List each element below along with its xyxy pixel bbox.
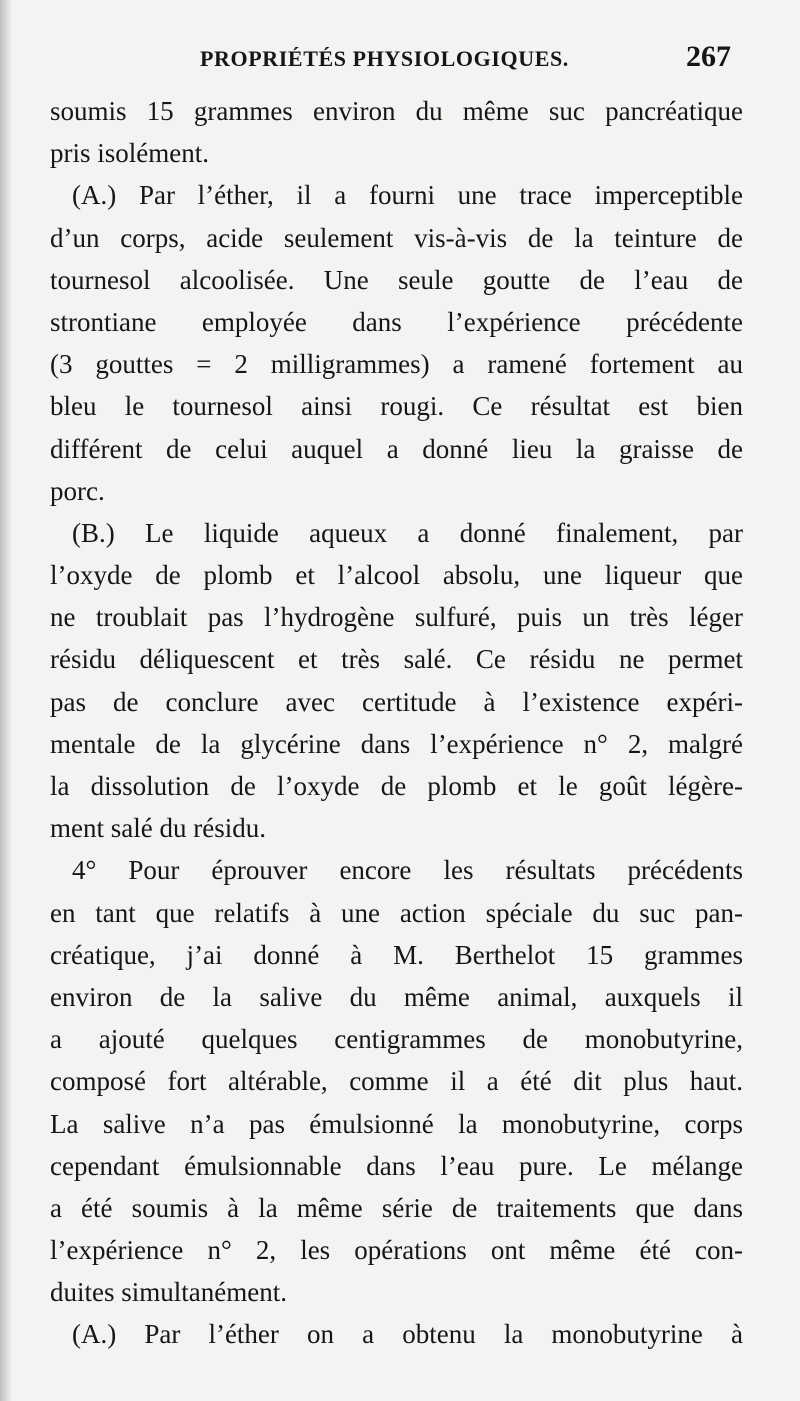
text-line: environ de la salive du même animal, auxquels il: [50, 981, 743, 1012]
text-line: composé fort altérable, comme il a été dit plus haut.: [50, 1066, 743, 1097]
text-line: l’oxyde de plomb et l’alcool absolu, une liqueur que: [50, 560, 743, 591]
body-text: [50, 90, 743, 1356]
text-line: (B.) Le liquide aqueux a donné finalement, par: [72, 517, 743, 548]
text-line: porc.: [50, 475, 105, 506]
page-edge-shadow: [0, 0, 12, 1401]
text-line: mentale de la glycérine dans l’expérience n° 2, malgré: [50, 728, 743, 759]
text-line: tournesol alcoolisée. Une seule goutte de l’eau de: [50, 264, 743, 295]
text-line: pris isolément.: [50, 138, 209, 169]
text-line: créatique, j’ai donné à M. Berthelot 15 grammes: [50, 939, 743, 970]
running-title: PROPRIÉTÉS PHYSIOLOGIQUES.: [200, 46, 569, 71]
text-line: bleu le tournesol ainsi rougi. Ce résultat est bien: [50, 391, 743, 422]
text-line: a été soumis à la même série de traitements que dans: [50, 1192, 743, 1223]
page-header: [0, 40, 800, 80]
text-line: (A.) Par l’éther on a obtenu la monobutyrine à: [72, 1319, 743, 1350]
text-line: différent de celui auquel a donné lieu la graisse de: [50, 433, 743, 464]
text-line: a ajouté quelques centigrammes de monobutyrine,: [50, 1024, 743, 1055]
text-line: duites simultanément.: [50, 1277, 287, 1308]
text-line: la dissolution de l’oxyde de plomb et le goût légère-: [50, 771, 743, 801]
text-line: (3 gouttes = 2 milligrammes) a ramené fortement au: [50, 349, 743, 380]
text-line: résidu déliquescent et très salé. Ce résidu ne permet: [50, 644, 743, 675]
text-line: l’expérience n° 2, les opérations ont même été con-: [50, 1235, 743, 1266]
text-line: ment salé du résidu.: [50, 813, 266, 844]
page-number: 267: [686, 40, 731, 73]
text-line: 4° Pour éprouver encore les résultats précédents: [72, 855, 743, 886]
text-line: (A.) Par l’éther, il a fourni une trace imperceptible: [72, 180, 743, 211]
text-line: soumis 15 grammes environ du même suc pancréatique: [50, 96, 743, 126]
text-line: d’un corps, acide seulement vis-à-vis de la teinture de: [50, 222, 743, 253]
text-line: pas de conclure avec certitude à l’existence expéri-: [50, 686, 743, 717]
text-line: ne troublait pas l’hydrogène sulfuré, puis un très léger: [50, 602, 743, 633]
text-line: cependant émulsionnable dans l’eau pure. Le mélange: [50, 1150, 743, 1181]
text-line: La salive n’a pas émulsionné la monobutyrine, corps: [50, 1108, 743, 1139]
text-line: strontiane employée dans l’expérience précédente: [50, 306, 743, 337]
text-line: en tant que relatifs à une action spéciale du suc pan-: [50, 897, 743, 928]
